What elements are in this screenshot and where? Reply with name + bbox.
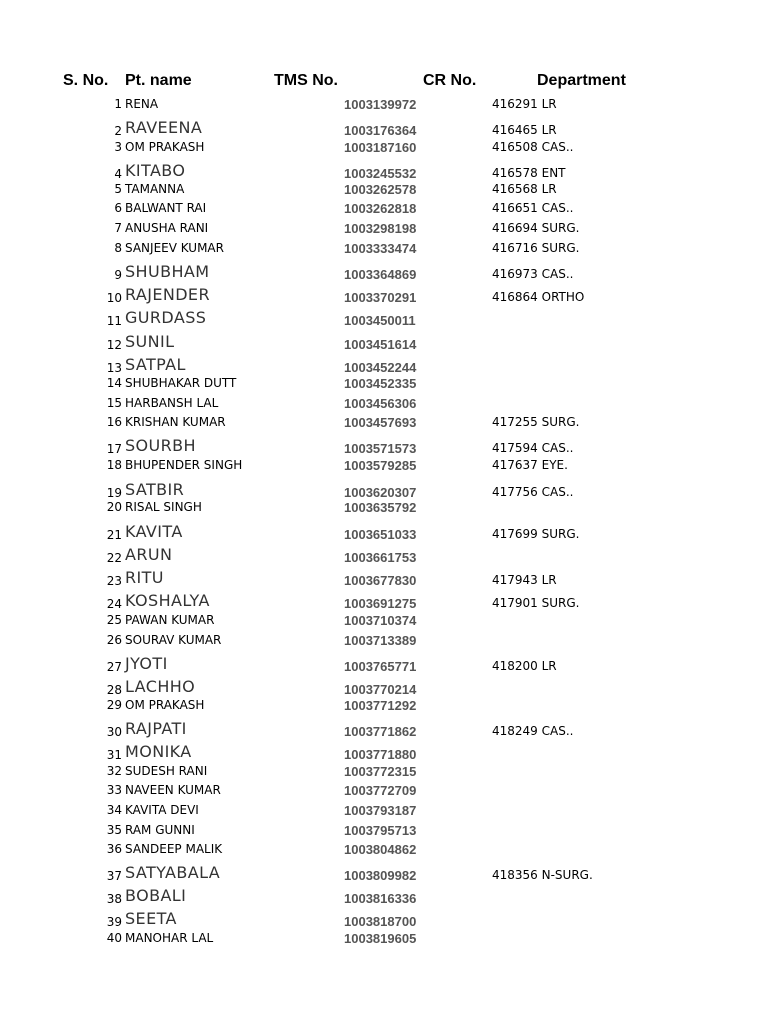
table-row	[0, 822, 768, 842]
serial-number: 9	[114, 268, 122, 282]
cr-department: 416291 LR	[492, 97, 557, 111]
table-row	[0, 118, 768, 138]
table-row	[0, 782, 768, 802]
table-row	[0, 863, 768, 883]
tms-number: 1003176364	[344, 123, 417, 138]
serial-number: 38	[106, 892, 122, 906]
serial-number: 22	[106, 551, 122, 565]
serial-number: 6	[114, 201, 122, 215]
tms-number: 1003818700	[344, 914, 417, 929]
patient-name: JYOTI	[125, 654, 168, 673]
patient-name: SHUBHAKAR DUTT	[125, 376, 237, 390]
patient-name: SATYABALA	[125, 863, 221, 882]
table-row	[0, 332, 768, 352]
serial-number: 33	[106, 783, 122, 797]
cr-department: 418200 LR	[492, 659, 557, 673]
patient-name: RAVEENA	[125, 118, 203, 137]
tms-number: 1003262578	[344, 182, 417, 197]
tms-number: 1003571573	[344, 441, 417, 456]
tms-number: 1003620307	[344, 485, 417, 500]
serial-number: 13	[106, 361, 122, 375]
serial-number: 11	[106, 314, 122, 328]
table-row	[0, 375, 768, 395]
table-row	[0, 96, 768, 116]
patient-name: SUNIL	[125, 332, 175, 351]
table-row	[0, 355, 768, 375]
tms-number: 1003457693	[344, 415, 417, 430]
cr-department: 417255 SURG.	[492, 415, 580, 429]
tms-number: 1003364869	[344, 267, 417, 282]
table-row	[0, 719, 768, 739]
tms-number: 1003661753	[344, 550, 417, 565]
table-row	[0, 763, 768, 783]
tms-number: 1003809982	[344, 868, 417, 883]
patient-name: SUDESH RANI	[125, 764, 208, 778]
tms-number: 1003771880	[344, 747, 417, 762]
serial-number: 5	[114, 182, 122, 196]
tms-number: 1003452244	[344, 360, 417, 375]
serial-number: 36	[106, 842, 122, 856]
cr-department: 417943 LR	[492, 573, 557, 587]
serial-number: 17	[106, 442, 122, 456]
table-row	[0, 262, 768, 282]
tms-number: 1003710374	[344, 613, 417, 628]
table-row	[0, 139, 768, 159]
table-row	[0, 654, 768, 674]
patient-name: SANJEEV KUMAR	[125, 241, 224, 255]
serial-number: 3	[114, 140, 122, 154]
serial-number: 2	[114, 124, 122, 138]
cr-department: 417756 CAS..	[492, 485, 574, 499]
serial-number: 26	[106, 633, 122, 647]
serial-number: 35	[106, 823, 122, 837]
patient-name: RITU	[125, 568, 164, 587]
table-row	[0, 220, 768, 240]
cr-department: 417637 EYE.	[492, 458, 568, 472]
serial-number: 30	[106, 725, 122, 739]
serial-number: 23	[106, 574, 122, 588]
patient-name: TAMANNA	[125, 182, 185, 196]
serial-number: 31	[106, 748, 122, 762]
tms-number: 1003245532	[344, 166, 417, 181]
table-row	[0, 909, 768, 929]
header-tms: TMS No.	[274, 72, 338, 89]
patient-name: SATBIR	[125, 480, 185, 499]
tms-number: 1003370291	[344, 290, 417, 305]
table-row	[0, 591, 768, 611]
tms-number: 1003771292	[344, 698, 417, 713]
table-row	[0, 181, 768, 201]
patient-name: ANUSHA RANI	[125, 221, 209, 235]
patient-name: LACHHO	[125, 677, 196, 696]
tms-number: 1003187160	[344, 140, 417, 155]
serial-number: 25	[106, 613, 122, 627]
cr-department: 416864 ORTHO	[492, 290, 585, 304]
serial-number: 18	[106, 458, 122, 472]
tms-number: 1003765771	[344, 659, 417, 674]
patient-name: HARBANSH LAL	[125, 396, 219, 410]
cr-department: 416508 CAS..	[492, 140, 574, 154]
table-row	[0, 632, 768, 652]
header-name: Pt. name	[125, 72, 192, 89]
tms-number: 1003651033	[344, 527, 417, 542]
tms-number: 1003139972	[344, 97, 417, 112]
patient-name: KAVITA DEVI	[125, 803, 199, 817]
tms-number: 1003635792	[344, 500, 417, 515]
table-row	[0, 886, 768, 906]
cr-department: 417699 SURG.	[492, 527, 580, 541]
tms-number: 1003579285	[344, 458, 417, 473]
patient-name: SATPAL	[125, 355, 186, 374]
table-row	[0, 841, 768, 861]
tms-number: 1003691275	[344, 596, 417, 611]
patient-name: RAM GUNNI	[125, 823, 195, 837]
serial-number: 24	[106, 597, 122, 611]
cr-department: 416568 LR	[492, 182, 557, 196]
serial-number: 29	[106, 698, 122, 712]
patient-name: PAWAN KUMAR	[125, 613, 215, 627]
tms-number: 1003772709	[344, 783, 417, 798]
patient-name: RENA	[125, 97, 159, 111]
table-row	[0, 545, 768, 565]
table-row	[0, 200, 768, 220]
cr-department: 416694 SURG.	[492, 221, 580, 235]
serial-number: 40	[106, 931, 122, 945]
patient-name: RAJENDER	[125, 285, 210, 304]
serial-number: 15	[106, 396, 122, 410]
tms-number: 1003333474	[344, 241, 417, 256]
tms-number: 1003770214	[344, 682, 417, 697]
tms-number: 1003677830	[344, 573, 417, 588]
tms-number: 1003451614	[344, 337, 417, 352]
table-row	[0, 457, 768, 477]
tms-number: 1003450011	[344, 313, 416, 328]
table-row	[0, 568, 768, 588]
patient-name: BOBALI	[125, 886, 187, 905]
patient-name: BHUPENDER SINGH	[125, 458, 243, 472]
serial-number: 34	[106, 803, 122, 817]
tms-number: 1003816336	[344, 891, 417, 906]
tms-number: 1003804862	[344, 842, 417, 857]
serial-number: 16	[106, 415, 122, 429]
table-row	[0, 285, 768, 305]
patient-name: BALWANT RAI	[125, 201, 207, 215]
serial-number: 10	[106, 291, 122, 305]
patient-name: GURDASS	[125, 308, 207, 327]
patient-name: SEETA	[125, 909, 177, 928]
cr-department: 418356 N-SURG.	[492, 868, 593, 882]
patient-name: RISAL SINGH	[125, 500, 202, 514]
patient-name: SANDEEP MALIK	[125, 842, 223, 856]
header-sno: S. No.	[63, 72, 109, 89]
serial-number: 28	[106, 683, 122, 697]
table-row	[0, 802, 768, 822]
patient-name: SOURAV KUMAR	[125, 633, 222, 647]
serial-number: 21	[106, 528, 122, 542]
patient-name: SOURBH	[125, 436, 196, 455]
cr-department: 416465 LR	[492, 123, 557, 137]
table-row	[0, 414, 768, 434]
tms-number: 1003298198	[344, 221, 417, 236]
tms-number: 1003772315	[344, 764, 417, 779]
cr-department: 417901 SURG.	[492, 596, 580, 610]
tms-number: 1003452335	[344, 376, 417, 391]
tms-number: 1003262818	[344, 201, 417, 216]
table-row	[0, 930, 768, 950]
serial-number: 32	[106, 764, 122, 778]
cr-department: 416578 ENT	[492, 166, 566, 180]
patient-name: SHUBHAM	[125, 262, 210, 281]
tms-number: 1003713389	[344, 633, 417, 648]
header-cr: CR No.	[423, 72, 477, 89]
tms-number: 1003456306	[344, 396, 417, 411]
patient-name: OM PRAKASH	[125, 698, 205, 712]
serial-number: 39	[106, 915, 122, 929]
cr-department: 416651 CAS..	[492, 201, 574, 215]
tms-number: 1003819605	[344, 931, 417, 946]
patient-name: NAVEEN KUMAR	[125, 783, 221, 797]
patient-name: RAJPATI	[125, 719, 187, 738]
cr-department: 418249 CAS..	[492, 724, 574, 738]
serial-number: 12	[106, 338, 122, 352]
tms-number: 1003793187	[344, 803, 417, 818]
table-row	[0, 522, 768, 542]
tms-number: 1003795713	[344, 823, 417, 838]
patient-name: KRISHAN KUMAR	[125, 415, 226, 429]
table-row	[0, 308, 768, 328]
table-row	[0, 480, 768, 500]
table-row	[0, 240, 768, 260]
patient-name: KITABO	[125, 161, 186, 180]
cr-department: 416716 SURG.	[492, 241, 580, 255]
tms-number: 1003771862	[344, 724, 417, 739]
patient-name: MONIKA	[125, 742, 192, 761]
table-row	[0, 677, 768, 697]
table-row	[0, 436, 768, 456]
serial-number: 8	[114, 241, 122, 255]
patient-name: ARUN	[125, 545, 173, 564]
table-row	[0, 742, 768, 762]
table-row	[0, 612, 768, 632]
serial-number: 37	[106, 869, 122, 883]
patient-name: OM PRAKASH	[125, 140, 205, 154]
serial-number: 7	[114, 221, 122, 235]
table-row	[0, 697, 768, 717]
serial-number: 19	[106, 486, 122, 500]
patient-name: KAVITA	[125, 522, 183, 541]
cr-department: 416973 CAS..	[492, 267, 574, 281]
table-row	[0, 395, 768, 415]
patient-name: MANOHAR LAL	[125, 931, 214, 945]
table-row	[0, 161, 768, 181]
table-row	[0, 499, 768, 519]
serial-number: 20	[106, 500, 122, 514]
patient-name: KOSHALYA	[125, 591, 210, 610]
serial-number: 14	[106, 376, 122, 390]
header-dept: Department	[537, 72, 626, 89]
serial-number: 1	[114, 97, 122, 111]
serial-number: 27	[106, 660, 122, 674]
serial-number: 4	[114, 167, 122, 181]
cr-department: 417594 CAS..	[492, 441, 574, 455]
